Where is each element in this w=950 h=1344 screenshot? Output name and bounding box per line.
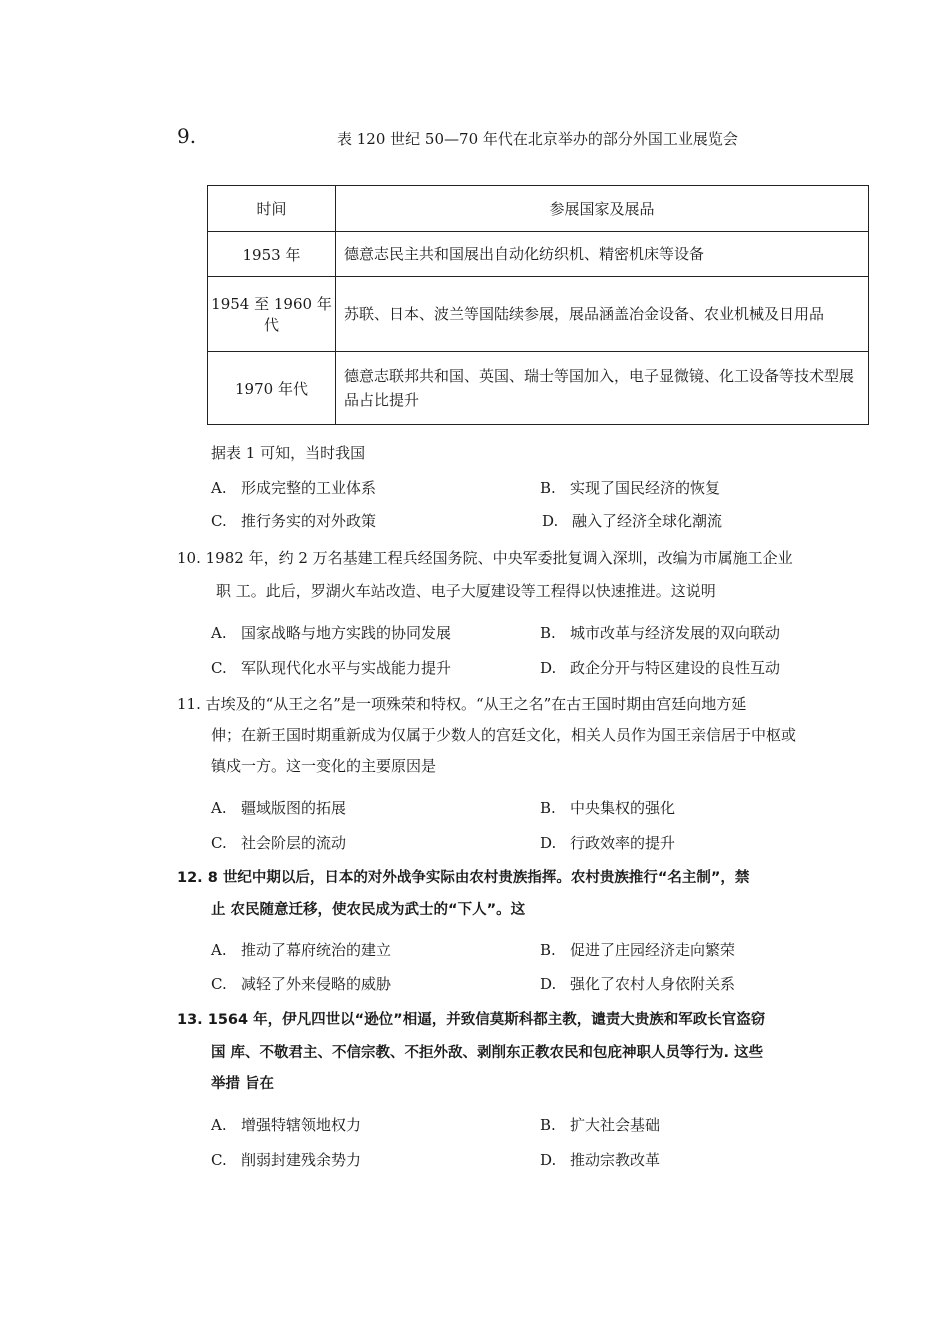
option-label: B.	[540, 1116, 556, 1134]
option-b[interactable]	[540, 939, 735, 960]
option-c[interactable]	[211, 973, 391, 994]
option-text: 扩大社会基础	[570, 1116, 661, 1134]
option-label: B.	[540, 479, 556, 497]
option-c[interactable]	[211, 657, 451, 678]
option-label: B.	[540, 799, 556, 817]
option-text: 城市改革与经济发展的双向联动	[570, 624, 781, 642]
option-label: D.	[540, 659, 557, 677]
question-10-line-1: 10. 1982 年，约 2 万名基建工程兵经国务院、中央军委批复调入深圳，改编为市属施工企业	[177, 549, 793, 567]
option-label: D.	[540, 834, 557, 852]
question-10-line-2: 职 工。此后，罗湖火车站改造、电子大厦建设等工程得以快速推进。这说明	[216, 582, 716, 600]
cell-time: 1970 年代	[208, 352, 336, 425]
option-label: A.	[211, 799, 227, 817]
question-13-line-2: 国 库、不敬君主、不信宗教、不拒外敌、剥削东正教农民和包庇神职人员等行为. 这些	[211, 1045, 764, 1061]
option-label: D.	[542, 512, 559, 530]
option-a[interactable]	[211, 622, 451, 643]
cell-time: 1954 至 1960 年代	[208, 277, 336, 352]
option-label: C.	[211, 1151, 227, 1169]
header-content: 参展国家及展品	[336, 186, 869, 232]
option-label: A.	[211, 1116, 227, 1134]
option-label: C.	[211, 834, 227, 852]
option-text: 疆域版图的拓展	[241, 799, 347, 817]
option-d[interactable]	[540, 657, 780, 678]
option-text: 削弱封建残余势力	[241, 1151, 362, 1169]
option-label: C.	[211, 512, 227, 530]
option-d[interactable]	[540, 973, 735, 994]
option-d[interactable]	[540, 832, 675, 853]
question-13-line-1: 13. 1564 年，伊凡四世以“逊位”相逼，并致信莫斯科都主教，谴责大贵族和军政长官盗窃	[177, 1012, 766, 1028]
option-label: A.	[211, 941, 227, 959]
option-text: 中央集权的强化	[570, 799, 676, 817]
cell-content: 德意志民主共和国展出自动化纺织机、精密机床等设备	[336, 232, 869, 277]
option-label: B.	[540, 941, 556, 959]
option-text: 融入了经济全球化潮流	[572, 512, 723, 530]
option-b[interactable]	[540, 477, 720, 498]
option-text: 军队现代化水平与实战能力提升	[241, 659, 452, 677]
question-11-line-2: 伸；在新王国时期重新成为仅属于少数人的宫廷文化，相关人员作为国王亲信居于中枢或	[211, 726, 797, 744]
option-b[interactable]	[540, 797, 675, 818]
option-text: 促进了庄园经济走向繁荣	[570, 941, 736, 959]
option-text: 形成完整的工业体系	[241, 479, 377, 497]
question-12-line-2: 止 农民随意迁移，使农民成为武士的“下人”。这	[211, 902, 526, 918]
option-text: 强化了农村人身依附关系	[570, 975, 736, 993]
cell-content: 德意志联邦共和国、英国、瑞士等国加入，电子显微镜、化工设备等技术型展品占比提升	[336, 352, 869, 425]
question-12-line-1: 12. 8 世纪中期以后，日本的对外战争实际由农村贵族指挥。农村贵族推行“名主制”，禁	[177, 870, 750, 886]
option-b[interactable]	[540, 622, 780, 643]
option-b[interactable]	[540, 1114, 660, 1135]
question-11-line-1: 11. 古埃及的“从王之名”是一项殊荣和特权。“从王之名”在古王国时期由宫廷向地方延	[177, 695, 747, 713]
exhibition-table	[207, 185, 869, 425]
option-label: C.	[211, 975, 227, 993]
option-label: D.	[540, 1151, 557, 1169]
option-a[interactable]	[211, 1114, 361, 1135]
option-text: 减轻了外来侵略的威胁	[241, 975, 392, 993]
question-9-stem: 据表 1 可知，当时我国	[211, 444, 366, 462]
question-13-line-3: 举措 旨在	[211, 1076, 275, 1092]
option-text: 推动宗教改革	[570, 1151, 661, 1169]
option-c[interactable]	[211, 832, 346, 853]
table-caption: 表 120 世纪 50—70 年代在北京举办的部分外国工业展览会	[337, 130, 738, 148]
option-c[interactable]	[211, 510, 376, 531]
option-a[interactable]	[211, 477, 376, 498]
cell-time: 1953 年	[208, 232, 336, 277]
option-a[interactable]	[211, 797, 346, 818]
header-time: 时间	[208, 186, 336, 232]
table-row	[208, 232, 869, 277]
option-text: 行政效率的提升	[570, 834, 676, 852]
question-11-line-3: 镇戍一方。这一变化的主要原因是	[211, 757, 437, 775]
table-row	[208, 277, 869, 352]
question-9-number: 9.	[177, 124, 197, 148]
option-text: 实现了国民经济的恢复	[570, 479, 721, 497]
option-text: 增强特辖领地权力	[241, 1116, 362, 1134]
option-label: D.	[540, 975, 557, 993]
option-text: 社会阶层的流动	[241, 834, 347, 852]
option-d[interactable]	[542, 510, 722, 531]
option-label: A.	[211, 479, 227, 497]
option-label: A.	[211, 624, 227, 642]
table-row	[208, 352, 869, 425]
option-text: 推动了幕府统治的建立	[241, 941, 392, 959]
option-c[interactable]	[211, 1149, 361, 1170]
option-text: 政企分开与特区建设的良性互动	[570, 659, 781, 677]
option-text: 国家战略与地方实践的协同发展	[241, 624, 452, 642]
option-d[interactable]	[540, 1149, 660, 1170]
cell-content: 苏联、日本、波兰等国陆续参展，展品涵盖冶金设备、农业机械及日用品	[336, 277, 869, 352]
option-text: 推行务实的对外政策	[241, 512, 377, 530]
option-label: B.	[540, 624, 556, 642]
option-a[interactable]	[211, 939, 391, 960]
option-label: C.	[211, 659, 227, 677]
table-header-row	[208, 186, 869, 232]
